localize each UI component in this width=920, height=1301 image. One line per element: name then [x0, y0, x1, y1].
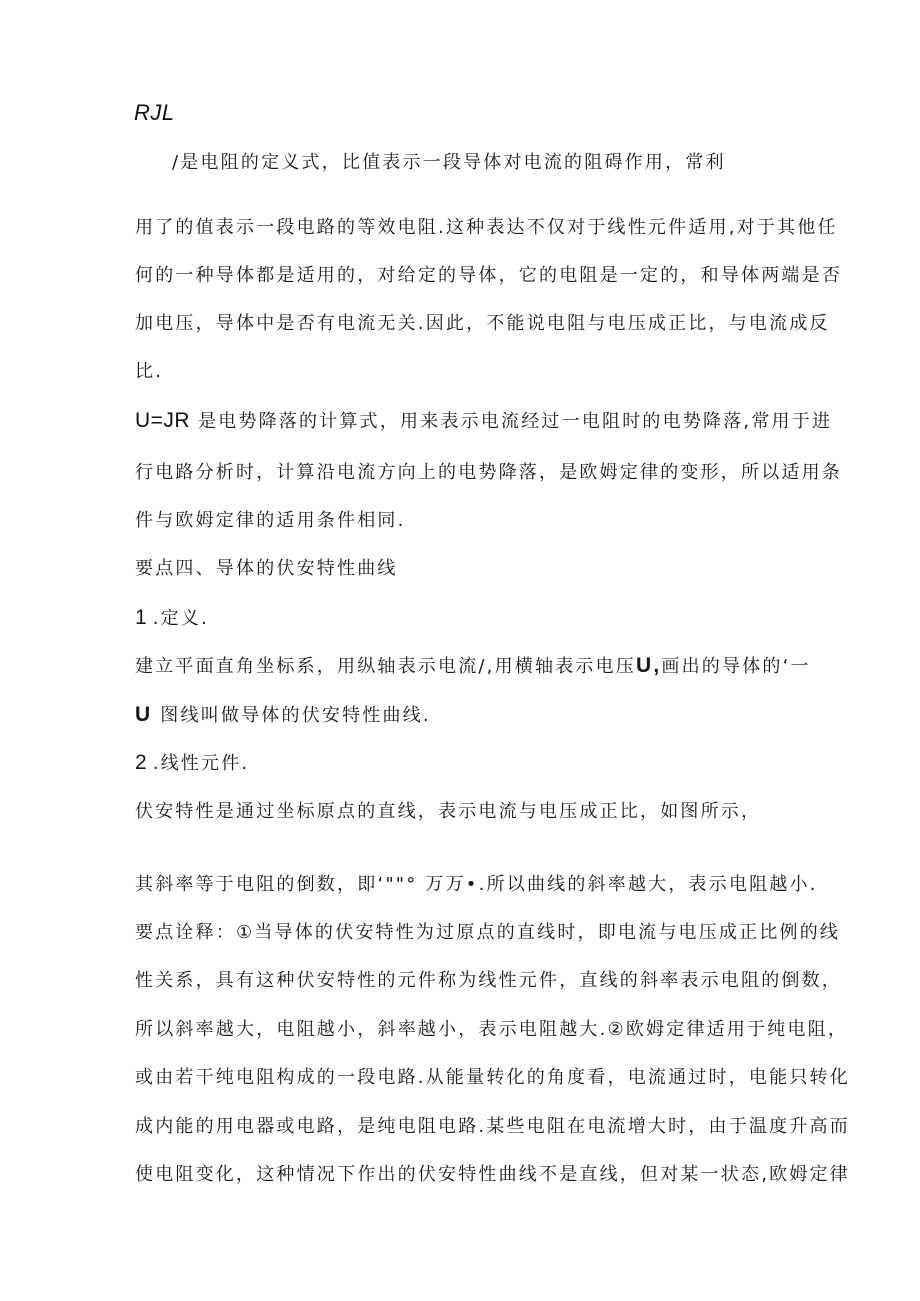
paragraph-line: 比. — [135, 361, 164, 382]
notes-line: 或由若干纯电阻构成的一段电路.从能量转化的角度看，电流通过时，电能只转化 — [135, 1067, 850, 1088]
formula-heading: RJL — [134, 100, 175, 125]
notes-line: 所以斜率越大，电阻越小，斜率越小，表示电阻越大.②欧姆定律适用于纯电阻， — [135, 1019, 849, 1040]
paragraph-line: 其斜率等于电阻的倒数，即‘""° 万万•.所以曲线的斜率越大，表示电阻越小. — [135, 874, 818, 895]
text-span: 图线叫做导体的伏安特性曲线. — [160, 705, 431, 726]
paragraph-line: 伏安特性是通过坐标原点的直线，表示电流与电压成正比，如图所示， — [135, 801, 762, 822]
symbol-u: U, — [635, 654, 662, 677]
paragraph-line — [135, 654, 811, 679]
formula-description: 是电势降落的计算式，用来表示电流经过一电阻时的电势降落,常用于进 — [198, 411, 833, 432]
text-span: 建立平面直角坐标系，用纵轴表示电流/,用横轴表示电压 — [135, 656, 636, 677]
list-item-2 — [135, 751, 249, 776]
formula-text: U=JR — [135, 409, 191, 432]
list-number: 1 — [135, 606, 153, 629]
text-span: 画出的导体的‘一 — [661, 656, 811, 677]
paragraph-line: 行电路分析时，计算沿电流方向上的电势降落，是欧姆定律的变形，所以适用条 — [135, 462, 842, 483]
list-label: .线性元件. — [152, 753, 250, 774]
notes-line: 性关系，具有这种伏安特性的元件称为线性元件，直线的斜率表示电阻的倒数， — [135, 970, 842, 991]
notes-line: 使电阻变化，这种情况下作出的伏安特性曲线不是直线，但对某一状态,欧姆定律 — [135, 1164, 850, 1185]
paragraph-line: 加电压，导体中是否有电流无关.因此，不能说电阻与电压成正比，与电流成反 — [135, 313, 830, 334]
section-title: 要点四、导体的伏安特性曲线 — [135, 558, 398, 579]
notes-line: 要点诠释：①当导体的伏安特性为过原点的直线时，即电流与电压成正比例的线 — [135, 922, 841, 943]
paragraph-line: /是电阻的定义式，比值表示一段导体对电流的阻碍作用，常利 — [172, 152, 726, 173]
list-label: .定义. — [152, 608, 209, 629]
paragraph-line: 件与欧姆定律的适用条件相同. — [135, 510, 406, 531]
notes-line: 成内能的用电器或电路，是纯电阻电路.某些电阻在电流增大时，由于温度升高而 — [135, 1116, 850, 1137]
symbol-u: U — [135, 703, 153, 726]
paragraph-line: 用了的值表示一段电路的等效电阻.这种表达不仅对于线性元件适用,对于其他任 — [135, 217, 838, 238]
list-number: 2 — [135, 751, 153, 774]
formula-line — [135, 409, 832, 434]
paragraph-line — [135, 703, 431, 728]
list-item-1 — [135, 606, 209, 631]
paragraph-line: 何的一种导体都是适用的，对给定的导体，它的电阻是一定的，和导体两端是否 — [135, 265, 842, 286]
